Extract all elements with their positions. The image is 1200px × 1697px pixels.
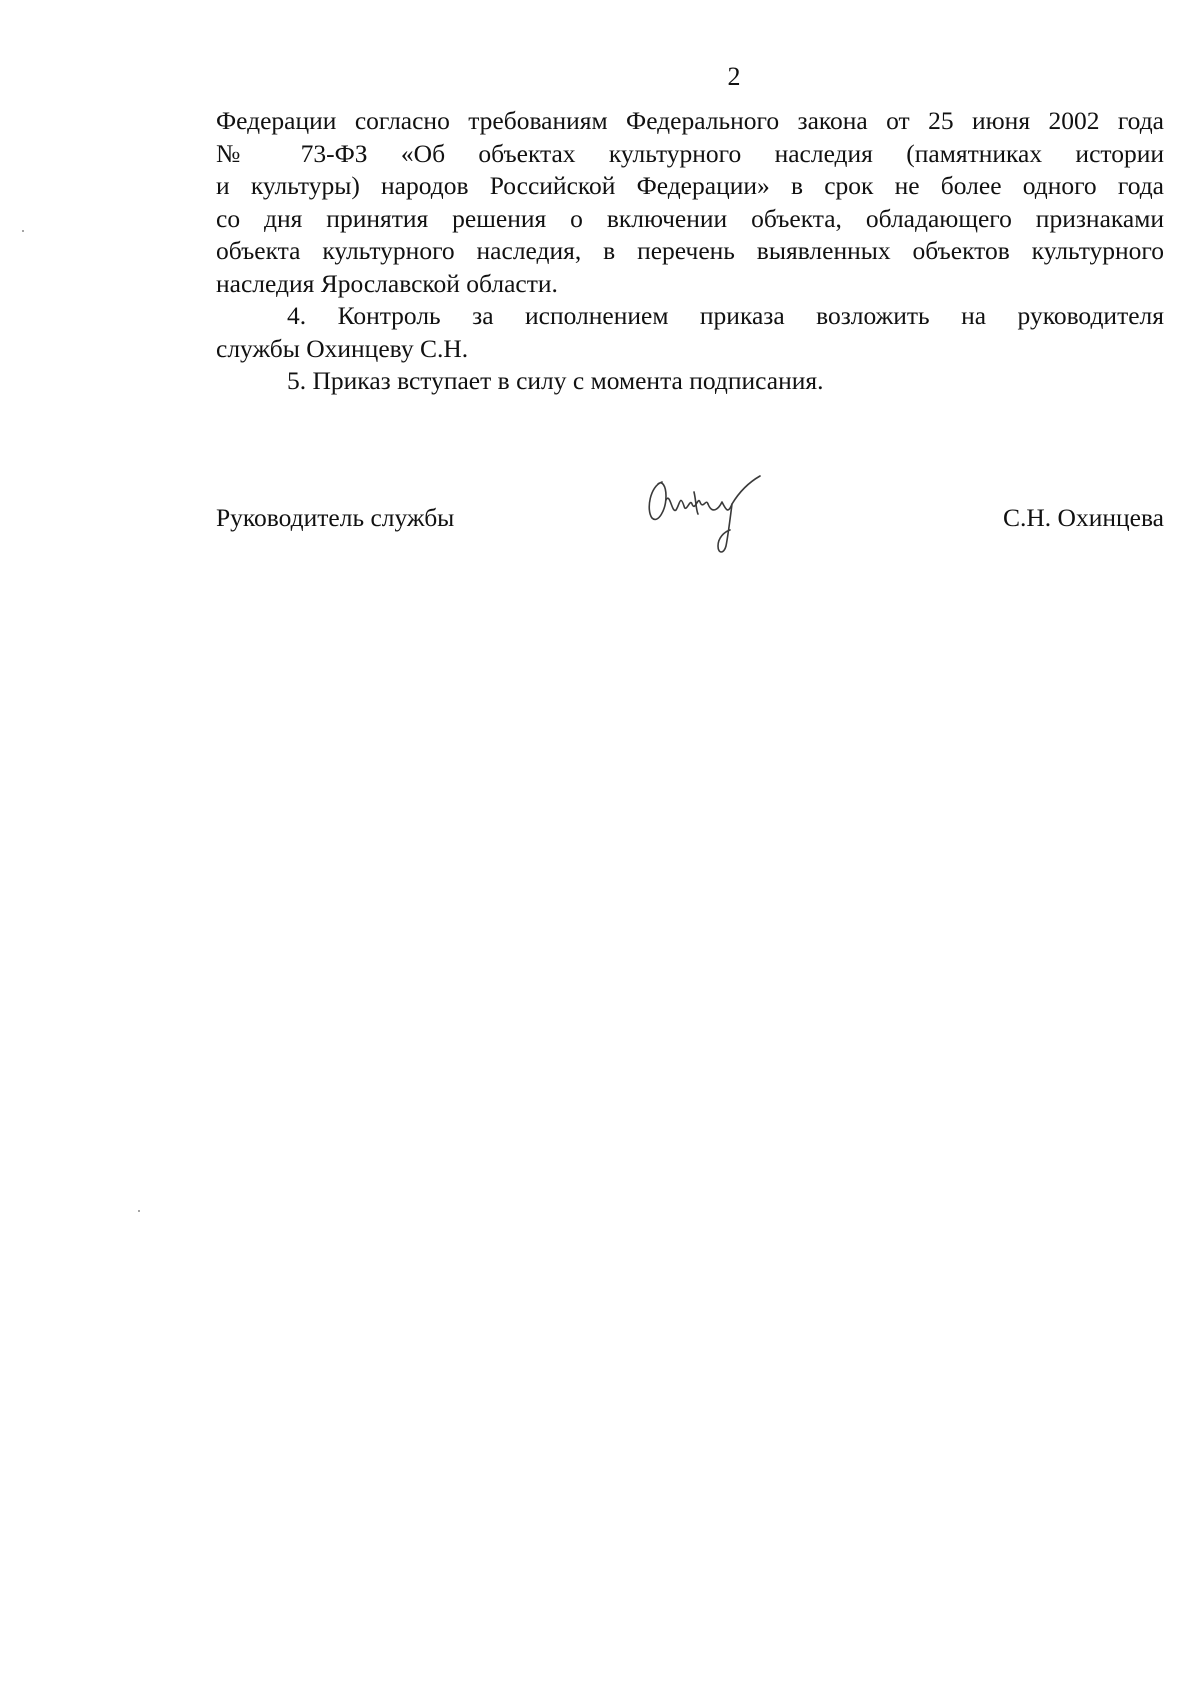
page-number-text: 2 [727,62,741,91]
text-line: службы Охинцеву С.Н. [216,333,469,363]
page-number [0,62,1200,92]
text-line: 5. Приказ вступает в силу с момента подписания. [287,366,824,395]
scan-speck [22,230,24,232]
text-line: № 73-ФЗ «Об объектах культурного наследия (памятниках истории [216,138,1164,168]
text-line: и культуры) народов Российской Федерации» в срок не более одного года [216,171,1164,200]
signature-block [216,470,1164,560]
document-body [216,105,1164,398]
signatory-position: Руководитель службы [216,503,455,532]
scan-speck [138,1210,140,1212]
text-line: со дня принятия решения о включении объекта, обладающего признаками [216,203,1164,233]
text-line: наследия Ярославской области. [216,268,558,298]
item-5-paragraph [216,365,1164,398]
text-line: Федерации согласно требованиям Федерального закона от 25 июня 2002 года [216,106,1164,135]
text-line: объекта культурного наследия, в перечень выявленных объектов культурного [216,236,1164,265]
text-line: 4. Контроль за исполнением приказа возложить на руководителя [287,301,1164,330]
handwritten-signature [642,470,782,560]
item-4-paragraph [216,300,1164,365]
signatory-name: С.Н. Охинцева [1003,503,1164,532]
paragraph-continuation [216,105,1164,300]
